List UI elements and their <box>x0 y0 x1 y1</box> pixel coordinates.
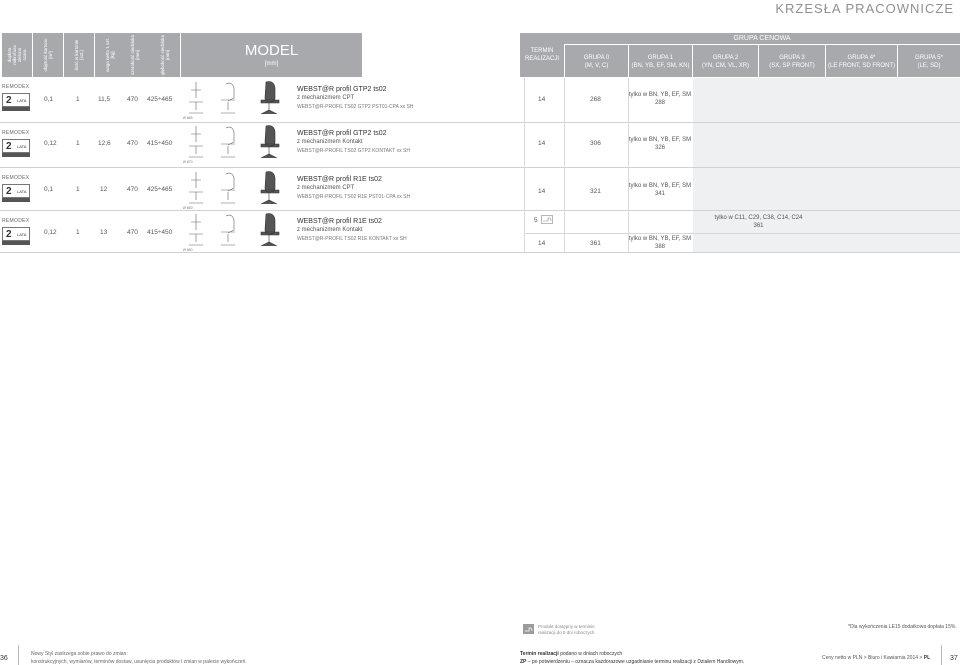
width-value: 470 <box>127 186 138 193</box>
model-info: WEBST@R profil GTP2 ts02 z mechanizmem CPT WEBST@R-PROFIL TS02 GTP2 PST01-CPA xx SH <box>297 86 414 110</box>
warranty-badge: REMODEX 2 LATA <box>2 130 30 157</box>
grupa0-price: 268 <box>590 96 601 103</box>
col-line <box>628 78 629 252</box>
extra-note: tylko w C11, C29, C38, C14, C24 361 <box>714 215 803 229</box>
disclaimer-line2: konstrukcyjnych, wymiarów, terminów dostaw, usunięcia produktów i zmian w palecie wykończeń. <box>31 659 247 665</box>
qty-value: 1 <box>76 186 80 193</box>
svg-text:Ø 670: Ø 670 <box>183 160 193 164</box>
header-termin: TERMIN REALIZACJI <box>520 33 564 77</box>
model-info: WEBST@R profil R1E ts02 z mechanizmem Kontakt WEBST@R-PROFIL TS02 R1E KONTAKT xx SH <box>297 218 407 242</box>
row-divider <box>0 167 960 168</box>
header-grupa-5: GRUPA 5* (LE, SD) <box>897 45 960 77</box>
sub-divider <box>524 233 960 234</box>
volume-value: 0,12 <box>44 229 57 236</box>
weight-value: 11,5 <box>98 96 111 103</box>
asterisk-note: *Dla wykończenia LE15 dodatkowa dopłata 15%. <box>848 624 957 630</box>
warranty-badge: REMODEX 2 LATA <box>2 175 30 202</box>
row-divider <box>0 210 960 211</box>
zp-note: ZP – po potwierdzeniu – oznacza każdorazowe uzgadnianie terminu realizacji z Działem Handlowym. <box>520 659 745 665</box>
page-number-right: 37 <box>950 655 958 662</box>
header-col-qty: ilość w kartonie [szt.] <box>64 33 94 77</box>
volume-value: 0,1 <box>44 96 54 103</box>
footer-divider <box>18 645 19 665</box>
termin-note: Termin realizacji podano w dniach roboczych <box>520 651 623 657</box>
product-row <box>0 124 960 168</box>
col-line <box>524 78 525 252</box>
svg-text:Ø 650: Ø 650 <box>183 206 193 210</box>
header-grupa-0: GRUPA 0 (M, V, C) <box>564 45 628 77</box>
svg-text:Ø 650: Ø 650 <box>183 248 193 252</box>
depth-value: 415÷450 <box>147 140 173 147</box>
grupa1-price: tylko w BN, YB, EF, SM 326 <box>628 137 692 151</box>
model-info: WEBST@R profil GTP2 ts02 z mechanizmem Kontakt WEBST@R-PROFIL TS02 GTP2 KONTAKT xx SH <box>297 130 410 154</box>
header-model: MODEL [mm] <box>181 33 362 77</box>
header-grupa-2: GRUPA 2 (YN, CM, VL, XR) <box>692 45 758 77</box>
col-line <box>564 78 565 252</box>
model-info: WEBST@R profil R1E ts02 z mechanizmem CPT WEBST@R-PROFIL TS02 R1E PST01-CPA xx SH <box>297 176 411 200</box>
grupa1-price: tylko w BN, YB, EF, SM 388 <box>628 236 692 250</box>
qty-value: 1 <box>76 229 80 236</box>
warranty-badge: REMODEX 2 LATA <box>2 84 30 111</box>
width-value: 470 <box>127 140 138 147</box>
volume-value: 0,12 <box>44 140 57 147</box>
header-grupa-4: GRUPA 4* (LE FRONT, SD FRONT) <box>825 45 897 77</box>
termin-value: 14 <box>538 96 546 103</box>
product-row <box>0 80 960 122</box>
width-value: 470 <box>127 96 138 103</box>
truck-icon <box>523 624 534 634</box>
product-row <box>0 170 960 210</box>
termin-quick-value: 5 <box>534 217 538 224</box>
weight-value: 12 <box>100 186 108 193</box>
width-value: 470 <box>127 229 138 236</box>
row-divider <box>0 122 960 123</box>
qty-value: 1 <box>76 140 80 147</box>
header-col-doplata: dopłata mikrofaza zielona szara <box>2 33 32 77</box>
page-title: KRZESŁA PRACOWNICZE <box>775 1 954 16</box>
grupa0-price: 306 <box>590 140 601 147</box>
header-col-depth: głębokość siedziska [mm] <box>150 33 180 77</box>
grupa1-price: tylko w BN, YB, EF, SM 288 <box>628 92 692 106</box>
price-note: Ceny netto w PLN > Biuro i Kawiarnia 2014 > PL <box>822 655 931 661</box>
qty-value: 1 <box>76 96 80 103</box>
chair-drawings-icon <box>181 170 291 210</box>
volume-value: 0,1 <box>44 186 54 193</box>
header-grupa-1: GRUPA 1 (BN, YB, EF, SM, KN) <box>628 45 692 77</box>
header-col-weight: waga netto 1 szt. [kg] <box>95 33 125 77</box>
product-row <box>0 212 960 254</box>
page-number-left: 36 <box>0 655 8 662</box>
header-col-width: szerokość siedziska [mm] <box>120 33 150 77</box>
truck-icon <box>541 215 553 224</box>
depth-value: 415÷450 <box>147 229 173 236</box>
depth-value: 425÷465 <box>147 186 173 193</box>
grupa0-price: 361 <box>590 240 601 247</box>
weight-value: 13 <box>100 229 108 236</box>
chair-drawings-icon <box>181 124 291 164</box>
grupa0-price: 321 <box>590 188 601 195</box>
grupa1-price: tylko w BN, YB, EF, SM 341 <box>628 183 692 197</box>
termin-value: 14 <box>538 240 546 247</box>
header-col-volume: objętość kartonu [m³] <box>33 33 63 77</box>
svg-text:Ø 665: Ø 665 <box>183 116 193 120</box>
depth-value: 425÷465 <box>147 96 173 103</box>
disclaimer-line1: Nowy Styl zastrzega sobie prawo do zmian: <box>31 651 128 657</box>
footer-divider <box>941 645 942 665</box>
termin-value: 14 <box>538 140 546 147</box>
header-grupa-3: GRUPA 3 (SX, SP FRONT) <box>758 45 825 77</box>
header-grupa-cenowa: GRUPA CENOWA <box>564 33 960 45</box>
termin-value: 14 <box>538 188 546 195</box>
warranty-badge: REMODEX 2 LATA <box>2 218 30 245</box>
chair-drawings-icon <box>181 212 291 252</box>
quick-delivery-label: Produkt dostępny w terminie realizacji do 5 dni roboczych <box>538 624 595 635</box>
chair-drawings-icon <box>181 80 291 120</box>
row-divider <box>0 252 960 253</box>
weight-value: 12,6 <box>98 140 111 147</box>
